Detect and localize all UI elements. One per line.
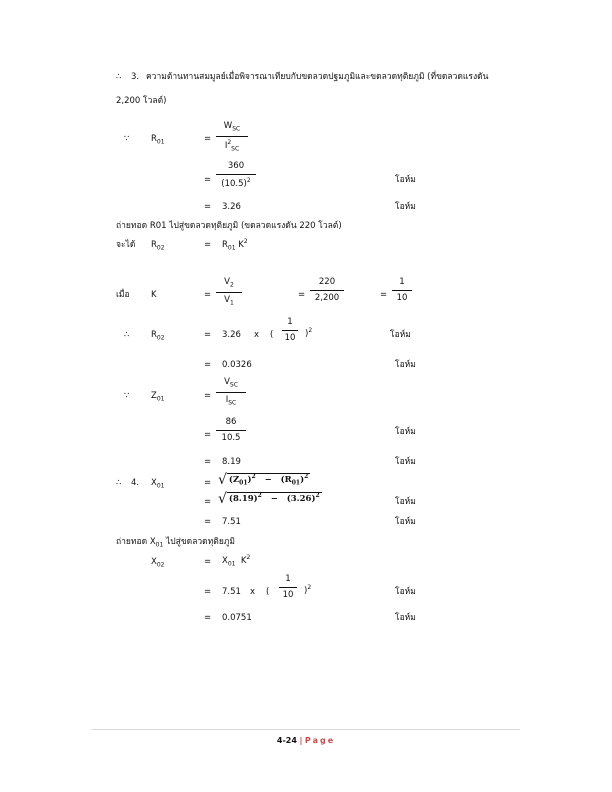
x02-result: 0.0751 (222, 613, 252, 623)
unit-label: โอห์ม (395, 517, 416, 527)
x02-formula-rhs: $X_{01}$ $K^2$ (222, 554, 251, 568)
equals-sign: = (204, 557, 212, 567)
equals-sign: = (204, 290, 212, 300)
footer-separator: | (299, 736, 303, 745)
r01-step2-denominator: $(10.5)^2$ (216, 174, 256, 188)
r02-formula-rhs: $R_{01}$ $K^2$ (222, 238, 248, 252)
z01-label: $Z_{01}$ (151, 391, 165, 403)
z01-step2-denominator: 10.5 (216, 430, 246, 443)
footer-divider (92, 729, 520, 730)
r02-lead: จะได้ (116, 240, 136, 250)
equals-sign: = (204, 478, 212, 488)
heading-line-2: 2,200 โวลต์) (116, 96, 167, 106)
r02-frac-numerator: 1 (287, 317, 293, 327)
therefore-symbol: ∴ (116, 478, 122, 488)
r02-label: $R_{02}$ (151, 240, 165, 252)
unit-label: โอห์ม (395, 427, 416, 437)
k-fraction-3 (392, 278, 412, 302)
k-f2-denominator: 2,200 (310, 290, 344, 303)
paren-open: ( (270, 330, 274, 340)
r01-fraction (216, 122, 248, 152)
k-f1-denominator: $V_1$ (216, 292, 242, 307)
z01-result: 8.19 (222, 457, 241, 467)
x01-sqrt-formula: √ $(Z_{01})^2 - (R_{01})^2$ (218, 472, 309, 488)
r01-step2-fraction (216, 162, 256, 188)
k-fraction-2 (310, 278, 344, 302)
unit-label: โอห์ม (395, 457, 416, 467)
heading-line-1: ความต้านทานสมมูลย์เมื่อพิจารณาเทียบกับขดลวดปฐมภูมิและขดลวดทุติยภูมิ (ที่ขดลวดแรงดัน (146, 72, 489, 82)
x02-label: $X_{02}$ (151, 557, 165, 569)
transfer-r01-text: ถ่ายทอด R01 ไปสู่ขดลวดทุติยภูมิ (ขดลวดแรงดัน 220 โวลต์) (116, 221, 342, 231)
x02-frac-numerator: 1 (285, 574, 291, 584)
equals-sign: = (204, 202, 212, 212)
unit-label: โอห์ม (395, 613, 416, 623)
unit-label: โอห์ม (390, 330, 411, 340)
section-number: 3. (131, 72, 140, 82)
equals-sign: = (204, 134, 212, 144)
equals-sign: = (204, 587, 212, 597)
k-f2-numerator: 220 (318, 277, 336, 287)
paren-open: ( (266, 587, 270, 597)
k-lead: เมื่อ (116, 290, 130, 300)
unit-label: โอห์ม (395, 175, 416, 185)
z01-denominator: $I_{SC}$ (216, 392, 246, 407)
r01-numerator: $W_{SC}$ (223, 121, 241, 133)
x01-label: $X_{01}$ (151, 478, 165, 490)
therefore-symbol: ∴ (124, 330, 130, 340)
z01-step2-fraction (216, 418, 246, 442)
z01-fraction (216, 378, 246, 406)
times-sign: x (250, 587, 256, 597)
section-number: 4. (131, 478, 140, 488)
r01-label: $R_{01}$ (151, 134, 165, 146)
sqrt-symbol: √ (218, 472, 227, 488)
k-f3-numerator: 1 (399, 277, 405, 287)
r02-fraction (282, 318, 298, 342)
because-symbol: ∵ (124, 391, 130, 401)
unit-label: โอห์ม (395, 497, 416, 507)
equals-sign: = (204, 613, 212, 623)
page-number: 4-24 (276, 736, 297, 745)
k-fraction-1 (216, 278, 242, 306)
x01-result: 7.51 (222, 517, 241, 527)
k-label: K (151, 290, 157, 300)
paren-close-squared: )$^2$ (304, 584, 312, 596)
therefore-symbol: ∴ (116, 72, 122, 82)
x01-sqrt-values: √ $(8.19)^2 - (3.26)^2$ (218, 491, 320, 507)
times-sign: x (254, 330, 260, 340)
page-label: Page (304, 736, 336, 745)
k-f1-numerator: $V_2$ (224, 277, 234, 289)
r01-denominator: $I^2_{SC}$ (216, 136, 248, 153)
equals-sign: = (204, 430, 212, 440)
equals-sign: = (298, 290, 306, 300)
page-footer (0, 736, 612, 745)
sqrt-symbol: √ (218, 491, 227, 507)
equals-sign: = (204, 360, 212, 370)
equals-sign: = (204, 330, 212, 340)
r02-result: 0.0326 (222, 360, 252, 370)
equals-sign: = (204, 175, 212, 185)
r02-frac-denominator: 10 (282, 330, 298, 343)
r02-label: $R_{02}$ (151, 330, 165, 342)
paren-close-squared: )$^2$ (305, 327, 313, 339)
equals-sign: = (204, 517, 212, 527)
x02-value: 7.51 (222, 587, 241, 597)
x02-frac-denominator: 10 (279, 587, 297, 600)
unit-label: โอห์ม (395, 360, 416, 370)
r01-result: 3.26 (222, 202, 241, 212)
unit-label: โอห์ม (395, 202, 416, 212)
equals-sign: = (204, 391, 212, 401)
k-f3-denominator: 10 (392, 290, 412, 303)
equals-sign: = (380, 290, 388, 300)
equals-sign: = (204, 240, 212, 250)
equals-sign: = (204, 497, 212, 507)
z01-numerator: $V_{SC}$ (224, 377, 238, 389)
equals-sign: = (204, 457, 212, 467)
x02-fraction (279, 575, 297, 599)
z01-step2-numerator: 86 (225, 417, 237, 427)
r01-step2-numerator: 360 (227, 161, 245, 171)
because-symbol: ∵ (124, 134, 130, 144)
r02-value: 3.26 (222, 330, 241, 340)
unit-label: โอห์ม (395, 587, 416, 597)
transfer-x01-text: ถ่ายทอด $X_{01}$ ไปสู่ขดลวดทุติยภูมิ (116, 537, 235, 549)
